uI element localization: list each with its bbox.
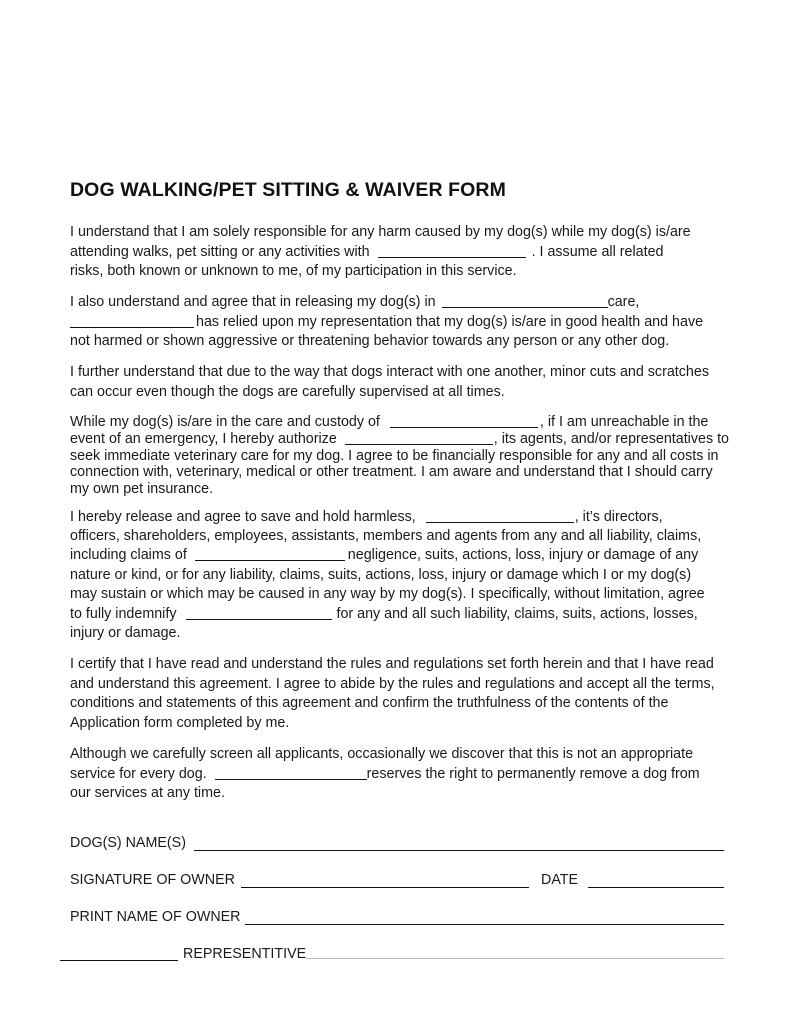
p2-line2 — [70, 313, 703, 332]
p5-line1-text-a: I hereby release and agree to save and hold harmless, — [70, 509, 416, 525]
company-name-blank-7[interactable] — [195, 546, 345, 561]
p5-line3-text-b: negligence, suits, actions, loss, injury or damage of any — [347, 547, 699, 563]
p6-line2: and understand this agreement. I agree to abide by the rules and regulations and accept all the terms, — [70, 676, 715, 692]
p2-line1 — [70, 293, 639, 312]
p1-line1: I understand that I am solely responsible for any harm caused by my dog(s) while my dog(s) is/are — [70, 224, 691, 240]
form-title: DOG WALKING/PET SITTING & WAIVER FORM — [70, 179, 506, 201]
p3-line2: can occur even though the dogs are carefully supervised at all times. — [70, 384, 505, 400]
company-name-blank-4[interactable] — [390, 413, 538, 428]
p7-line2-text-b: reserves the right to permanently remove a dog from — [366, 766, 700, 782]
p5-line7: injury or damage. — [70, 625, 181, 641]
p7-line2-text-a: service for every dog. — [70, 766, 207, 782]
p2-line1-text-b: care, — [607, 294, 640, 310]
p2-line1-text-a: I also understand and agree that in releasing my dog(s) in — [70, 294, 436, 310]
p5-line4: nature or kind, or for any liability, claims, suits, actions, loss, injury or damage which I or my dog(s) — [70, 567, 692, 583]
p5-line6-text-b: for any and all such liability, claims, suits, actions, losses, — [336, 606, 698, 622]
p4-line1-text-a: While my dog(s) is/are in the care and custody of — [70, 414, 380, 430]
p4-line2-text-b: , its agents, and/or representatives to — [493, 431, 730, 447]
company-name-blank-8[interactable] — [186, 605, 332, 620]
company-name-blank-2[interactable] — [442, 293, 608, 308]
p4-line1-text-b: , if I am unreachable in the — [539, 414, 709, 430]
p1-line2 — [70, 243, 663, 262]
p4-line2-text-a: event of an emergency, I hereby authorize — [70, 431, 337, 447]
representative-name-field[interactable] — [60, 960, 178, 961]
company-name-blank-6[interactable] — [426, 508, 574, 523]
print-name-field[interactable] — [245, 924, 724, 925]
p5-line3-text-a: including claims of — [70, 547, 187, 563]
p7-line1: Although we carefully screen all applicants, occasionally we discover that this is not an appropriate — [70, 746, 694, 762]
p5-line6 — [70, 605, 698, 624]
date-label: DATE — [541, 872, 579, 888]
representative-signature-field[interactable] — [306, 958, 724, 959]
p5-line3 — [70, 546, 698, 565]
company-name-blank-5[interactable] — [345, 430, 493, 445]
p4-line5: my own pet insurance. — [70, 481, 214, 497]
p1-line3: risks, both known or unknown to me, of my participation in this service. — [70, 263, 517, 279]
p5-line1-text-b: , it’s directors, — [574, 509, 663, 525]
p1-line2-text-b: . I assume all related — [531, 244, 664, 260]
p5-line5: may sustain or which may be caused in any way by my dog(s). I specifically, without limitation, agree — [70, 586, 705, 602]
company-name-blank-3[interactable] — [70, 313, 194, 328]
p5-line1 — [70, 508, 663, 527]
owner-signature-field[interactable] — [241, 887, 529, 888]
p4-line3: seek immediate veterinary care for my dog. I agree to be financially responsible for any and all costs in — [70, 448, 719, 464]
p5-line2: officers, shareholders, employees, assistants, members and agents from any and all liability, claims, — [70, 528, 702, 544]
p7-line3: our services at any time. — [70, 785, 225, 801]
p1-line2-text-a: attending walks, pet sitting or any activities with — [70, 244, 370, 260]
p5-line6-text-a: to fully indemnify — [70, 606, 177, 622]
company-name-blank-1[interactable] — [378, 243, 526, 258]
p6-line4: Application form completed by me. — [70, 715, 290, 731]
dogs-name-field[interactable] — [194, 850, 724, 851]
print-name-label: PRINT NAME OF OWNER — [70, 909, 241, 925]
company-name-blank-9[interactable] — [215, 765, 367, 780]
p6-line3: conditions and statements of this agreement and confirm the truthfulness of the contents of the — [70, 695, 669, 711]
date-field[interactable] — [588, 887, 724, 888]
p7-line2 — [70, 765, 700, 784]
p6-line1: I certify that I have read and understand the rules and regulations set forth herein and that I have read — [70, 656, 714, 672]
dogs-name-label: DOG(S) NAME(S) — [70, 835, 186, 851]
owner-signature-label: SIGNATURE OF OWNER — [70, 872, 235, 888]
representative-label: REPRESENTITIVE — [183, 946, 307, 962]
p2-line2-text-b: has relied upon my representation that my dog(s) is/are in good health and have — [196, 314, 704, 330]
p3-line1: I further understand that due to the way that dogs interact with one another, minor cuts and scratches — [70, 364, 709, 380]
p2-line3: not harmed or shown aggressive or threatening behavior towards any person or any other dog. — [70, 333, 670, 349]
p4-line4: connection with, veterinary, medical or other treatment. I am aware and understand that I should carry — [70, 464, 713, 480]
